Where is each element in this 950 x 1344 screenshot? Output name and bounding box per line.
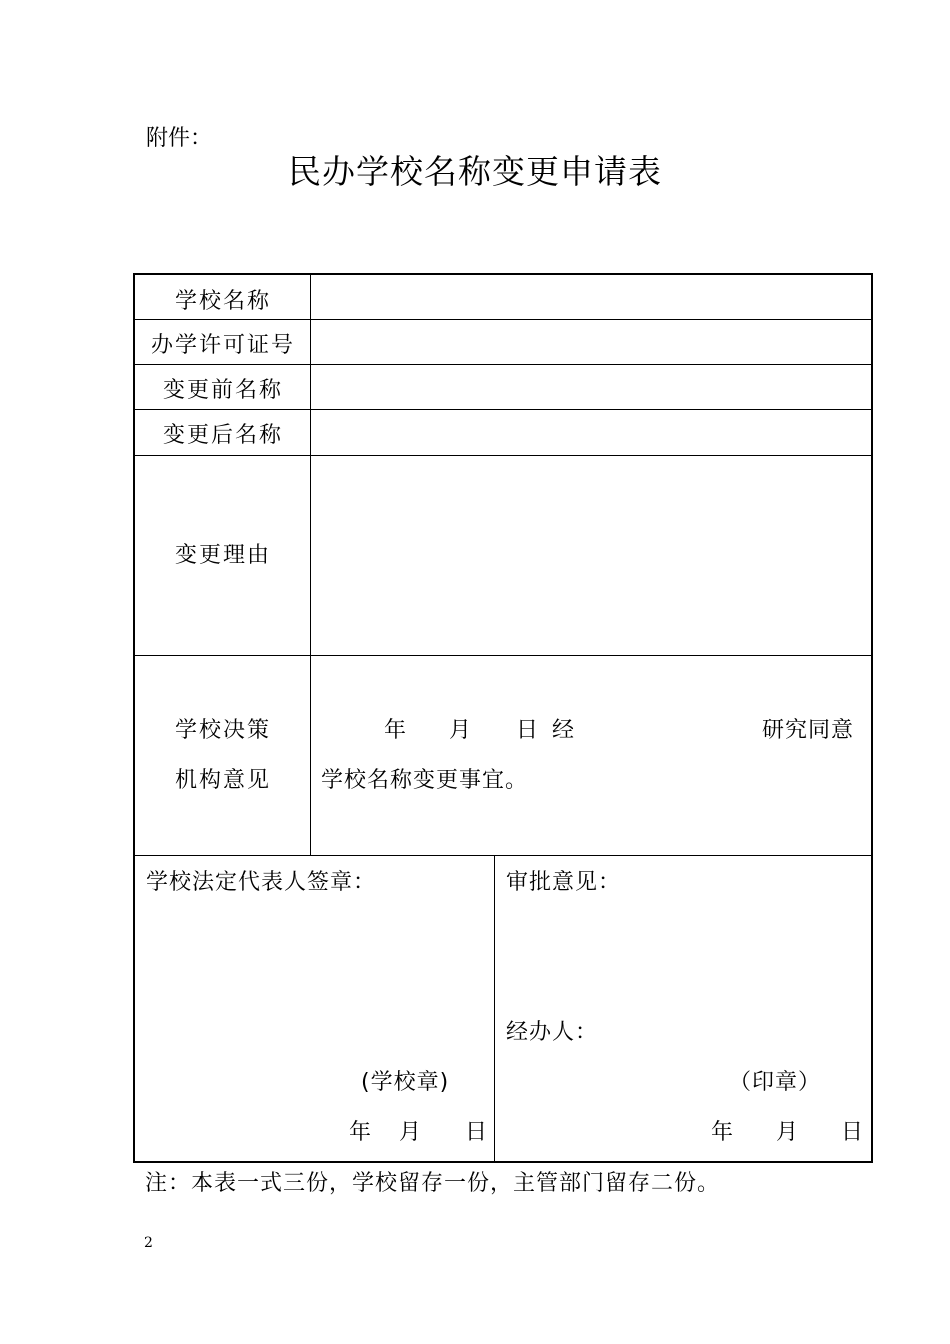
application-form-table <box>133 273 873 1163</box>
decision-body-label-line1: 学校决策 <box>174 718 271 743</box>
legal-rep-day: 日 <box>465 1120 489 1145</box>
decision-line2: 学校名称变更事宜。 <box>321 768 529 793</box>
decision-day: 日 <box>516 718 540 743</box>
license-number-field[interactable] <box>321 328 861 356</box>
footnote: 注：本表一式三份，学校留存一份，主管部门留存二份。 <box>145 1171 721 1196</box>
attachment-label: 附件： <box>146 126 213 151</box>
row-divider <box>135 319 871 320</box>
legal-rep-year: 年 <box>349 1120 373 1145</box>
change-reason-field[interactable] <box>321 470 861 640</box>
approval-opinion-label: 审批意见： <box>506 870 622 895</box>
former-name-field[interactable] <box>321 373 861 401</box>
form-title: 民办学校名称变更申请表 <box>288 152 662 191</box>
school-name-field[interactable] <box>321 284 861 312</box>
row-divider <box>135 409 871 410</box>
decision-agree: 研究同意 <box>762 718 855 743</box>
row-divider <box>135 455 871 456</box>
official-seal-label: （印章） <box>729 1070 822 1095</box>
handler-label: 经办人： <box>506 1020 599 1045</box>
row-divider <box>135 655 871 656</box>
bottom-column-divider <box>494 855 495 1161</box>
school-seal-label: (学校章) <box>361 1070 450 1095</box>
former-name-label: 变更前名称 <box>162 378 283 403</box>
page-number: 2 <box>144 1235 153 1251</box>
decision-year: 年 <box>384 718 408 743</box>
new-name-label: 变更后名称 <box>162 423 283 448</box>
row-divider <box>135 855 871 856</box>
approval-year: 年 <box>711 1120 735 1145</box>
decision-month: 月 <box>449 718 473 743</box>
change-reason-label: 变更理由 <box>174 543 271 568</box>
approval-day: 日 <box>841 1120 865 1145</box>
decision-body-label-line2: 机构意见 <box>174 768 271 793</box>
new-name-field[interactable] <box>321 418 861 446</box>
approval-month: 月 <box>776 1120 800 1145</box>
legal-rep-month: 月 <box>399 1120 423 1145</box>
license-number-label: 办学许可证号 <box>150 333 295 358</box>
school-name-label: 学校名称 <box>174 289 271 314</box>
legal-rep-signature-label: 学校法定代表人签章： <box>146 870 377 895</box>
decision-via: 经 <box>552 718 576 743</box>
row-divider <box>135 364 871 365</box>
